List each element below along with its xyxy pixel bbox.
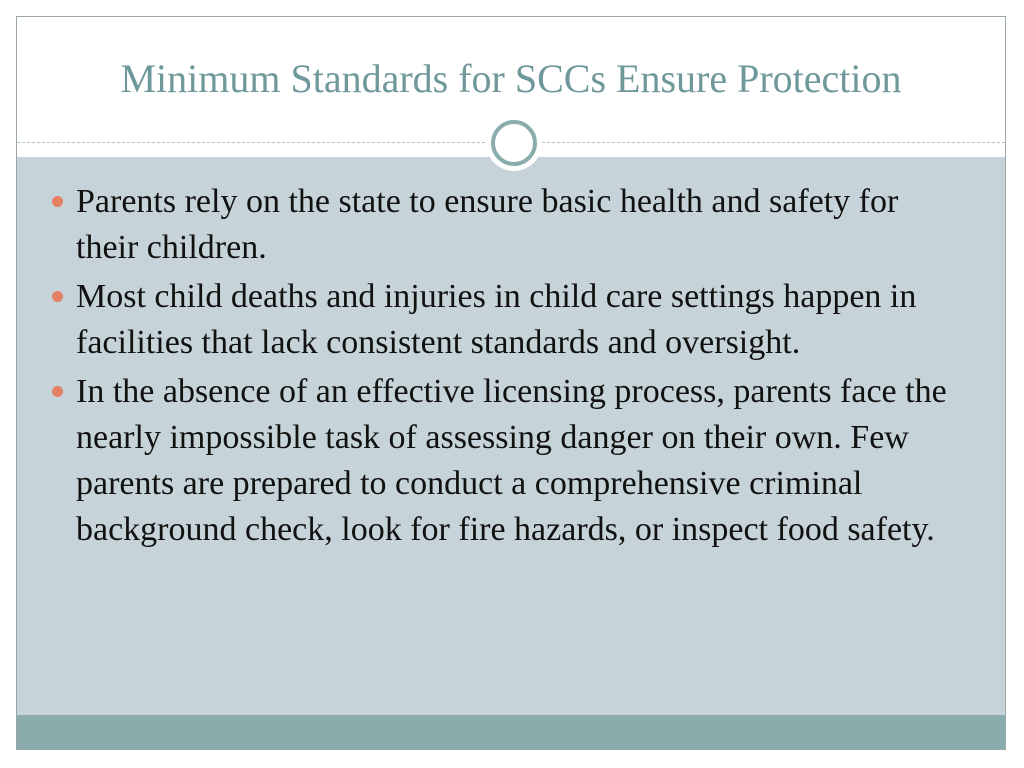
slide-title: Minimum Standards for SCCs Ensure Protection (120, 56, 902, 101)
bullet-dot-icon (52, 291, 63, 302)
bullet-item (47, 274, 967, 366)
bullet-dot-icon (52, 196, 63, 207)
ring-inner (491, 120, 537, 166)
bullet-item (47, 179, 967, 271)
bullet-text: Most child deaths and injuries in child care settings happen in facilities that lack consistent standards and oversight. (76, 278, 917, 361)
bullet-text: In the absence of an effective licensing process, parents face the nearly impossible task of assessing danger on their own. Few parents are prepared to conduct a comprehensive criminal background check, look for fire hazards, or inspect food safety. (76, 373, 947, 548)
ring-circle-icon (486, 115, 542, 171)
bullet-dot-icon (52, 386, 63, 397)
footer-bar (17, 715, 1005, 750)
bullet-list (47, 179, 967, 556)
bullet-text: Parents rely on the state to ensure basic health and safety for their children. (76, 183, 899, 266)
bullet-item (47, 369, 967, 553)
slide (16, 16, 1006, 750)
